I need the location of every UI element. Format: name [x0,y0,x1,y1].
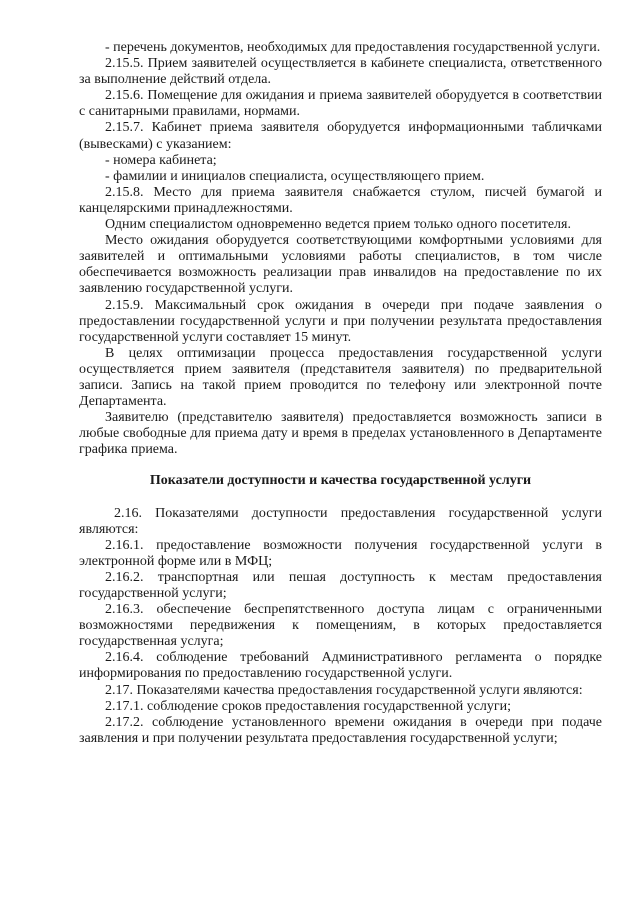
document-page [79,40,602,747]
paragraph: 2.15.6. Помещение для ожидания и приема заявителей оборудуется в соответствии с санитарными правилами, нормами. [79,88,602,120]
paragraph: 2.16.2. транспортная или пешая доступность к местам предоставления государственной услуги; [79,569,602,601]
paragraph: В целях оптимизации процесса предоставления государственной услуги осуществляется прием заявителя (представителя заявителя) по предварительной записи. Запись на такой прием проводится по телефону или электронной почте Департамента. [79,345,602,410]
paragraph: Место ожидания оборудуется соответствующими комфортными условиями для заявителей и оптимальными условиями работы специалистов, в том числе обеспечивается возможность реализации прав инвалидов на предоставление по их заявлению государственной услуги. [79,233,602,297]
paragraph: 2.17.1. соблюдение сроков предоставления государственной услуги; [105,698,512,714]
paragraph: 2.16.1. предоставление возможности получения государственной услуги в электронной форме или в МФЦ; [79,537,602,569]
paragraph: Заявителю (представителю заявителя) предоставляется возможность записи в любые свободные для приема дату и время в пределах установленного в Департаменте графика приема. [79,410,602,458]
paragraph: 2.15.9. Максимальный срок ожидания в очереди при подаче заявления о предоставлении государственной услуги и при получении результата предоставления государственной услуги составляет 15 минут. [79,297,602,345]
paragraph: 2.16. Показателями доступности предоставления государственной услуги являются: [79,505,602,537]
paragraph: 2.16.4. соблюдение требований Административного регламента о порядке информирования по предоставлению государственной услуги. [79,650,602,682]
paragraph: 2.15.7. Кабинет приема заявителя оборудуется информационными табличками (вывесками) с указанием: [79,120,602,152]
section-heading: Показатели доступности и качества государственной услуги [149,473,532,489]
list-item: - фамилии и инициалов специалиста, осуществляющего прием. [105,168,485,184]
paragraph: 2.17. Показателями качества предоставления государственной услуги являются: [105,682,583,698]
paragraph: 2.15.5. Прием заявителей осуществляется в кабинете специалиста, ответственного за выполнение действий отдела. [79,56,602,88]
paragraph: Одним специалистом одновременно ведется прием только одного посетителя. [105,217,571,233]
paragraph: 2.15.8. Место для приема заявителя снабжается стулом, писчей бумагой и канцелярскими принадлежностями. [79,184,602,216]
paragraph: - перечень документов, необходимых для предоставления государственной услуги. [105,40,601,55]
paragraph: 2.17.2. соблюдение установленного времени ожидания в очереди при подаче заявления и при получении результата предоставления государственной услуги; [79,714,602,746]
list-item: - номера кабинета; [105,152,217,168]
paragraph: 2.16.3. обеспечение беспрепятственного доступа лицам с ограниченными возможностями передвижения к помещениям, в которых предоставляется государственная услуга; [79,602,602,650]
